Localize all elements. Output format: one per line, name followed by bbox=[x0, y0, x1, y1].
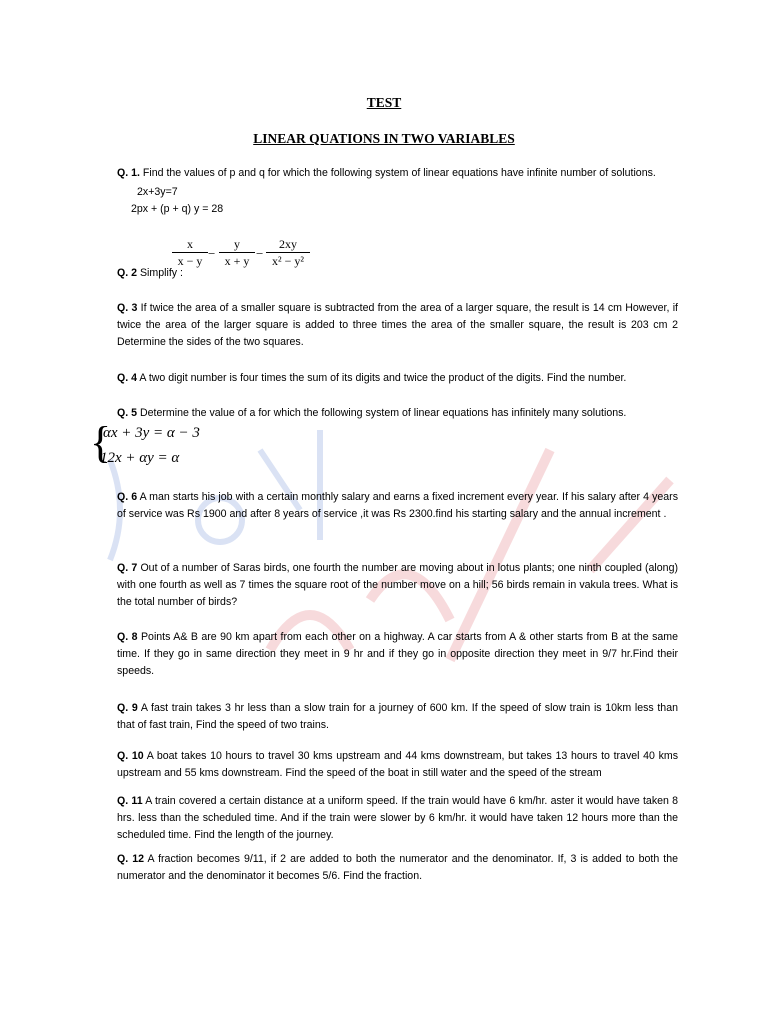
question-5 bbox=[117, 405, 678, 422]
question-text: Out of a number of Saras birds, one fourth the number are moving about in lotus plants; one ninth coupled (along) with one fourth as well as 7 times the square root of the number move on a hill; 56 birds remain in vakula trees. What is the total number of birds? bbox=[117, 562, 678, 608]
question-11 bbox=[117, 793, 678, 844]
question-label: Q. 1. bbox=[117, 167, 140, 179]
question-text: Simplify : bbox=[139, 267, 183, 279]
question-text: A man starts his job with a certain monthly salary and earns a fixed increment every year. If his salary after 4 years of service was Rs 1900 and after 8 years of service ,it was Rs 2300.find his starting salary and the annual increment . bbox=[117, 491, 679, 520]
denominator: x − y bbox=[177, 254, 203, 268]
question-label: Q. 3 bbox=[117, 302, 138, 314]
question-2 bbox=[117, 265, 197, 282]
question-8 bbox=[117, 629, 678, 680]
system-brace: { bbox=[90, 418, 112, 467]
question-1 bbox=[117, 165, 678, 182]
question-label: Q. 11 bbox=[117, 795, 143, 807]
numerator: 2xy bbox=[279, 237, 297, 251]
question-text: Find the values of p and q for which the following system of linear equations have infinite number of solutions. bbox=[142, 167, 656, 179]
denominator: x + y bbox=[224, 254, 250, 268]
question-label: Q. 9 bbox=[117, 702, 138, 714]
question-text: A two digit number is four times the sum of its digits and twice the product of the digits. Find the number. bbox=[139, 372, 627, 384]
numerator: y bbox=[234, 237, 240, 251]
question-label: Q. 7 bbox=[117, 562, 138, 574]
question-7 bbox=[117, 560, 678, 611]
document-title: TEST bbox=[366, 95, 402, 110]
numerator: x bbox=[187, 237, 193, 251]
question-4 bbox=[117, 370, 678, 387]
question-text: A fraction becomes 9/11, if 2 are added to both the numerator and the denominator. If, 3 is added to both the numerator and the denominator it becomes 5/6. Find the fraction. bbox=[117, 853, 679, 882]
question-9 bbox=[117, 700, 678, 734]
question-12 bbox=[117, 851, 678, 885]
document-subtitle: LINEAR QUATIONS IN TWO VARIABLES bbox=[253, 131, 515, 146]
question-text: Determine the value of a for which the following system of linear equations has infinitely many solutions. bbox=[139, 407, 627, 419]
equation-1: αx + 3y = α − 3 bbox=[103, 425, 200, 441]
question-label: Q. 12 bbox=[117, 853, 145, 865]
question-3 bbox=[117, 300, 678, 351]
question-label: Q. 6 bbox=[117, 491, 138, 503]
question-10 bbox=[117, 748, 678, 782]
minus-operator: − bbox=[208, 246, 216, 261]
question-text: Points A& B are 90 km apart from each other on a highway. A car starts from A & other starts from B at the same time. If they go in same direction they meet in 9 hr and if they go in opposite direction they meet in 9/7 hr.Find their speeds. bbox=[117, 631, 678, 677]
equation-2: 2px + (p + q) y = 28 bbox=[131, 203, 224, 215]
equation-1: 2x+3y=7 bbox=[137, 186, 178, 198]
fraction-2 bbox=[219, 236, 255, 269]
question-label: Q. 8 bbox=[117, 631, 138, 643]
question-label: Q. 10 bbox=[117, 750, 144, 762]
minus-operator: − bbox=[256, 246, 264, 261]
question-6 bbox=[117, 489, 678, 523]
question-label: Q. 2 bbox=[117, 267, 138, 279]
question-label: Q. 5 bbox=[117, 407, 138, 419]
equation-2: 12x + αy = α bbox=[100, 450, 180, 466]
question-text: A train covered a certain distance at a uniform speed. If the train would have 6 km/hr. aster it would have taken 8 hrs. less than the scheduled time. And if the train were slower by 6 km/hr. it would have taken 12 hours more than the scheduled time. Find the length of the journey. bbox=[117, 795, 679, 841]
question-text: A fast train takes 3 hr less than a slow train for a journey of 600 km. If the speed of slow train is 10km less than that of fast train, Find the speed of two trains. bbox=[117, 702, 678, 731]
fraction-3 bbox=[266, 236, 310, 269]
question-label: Q. 4 bbox=[117, 372, 138, 384]
question-text: A boat takes 10 hours to travel 30 kms upstream and 44 kms downstream, but takes 13 hours to travel 40 kms upstream and 55 kms downstream. Find the speed of the boat in still water and the speed of the stream bbox=[117, 750, 678, 779]
denominator: x² − y² bbox=[272, 254, 304, 268]
question-text: If twice the area of a smaller square is subtracted from the area of a larger square, the result is 14 cm However, if twice the area of the larger square is added to three times the area of the smaller square, the result is 203 cm 2 Determine the sides of the two squares. bbox=[117, 302, 678, 348]
